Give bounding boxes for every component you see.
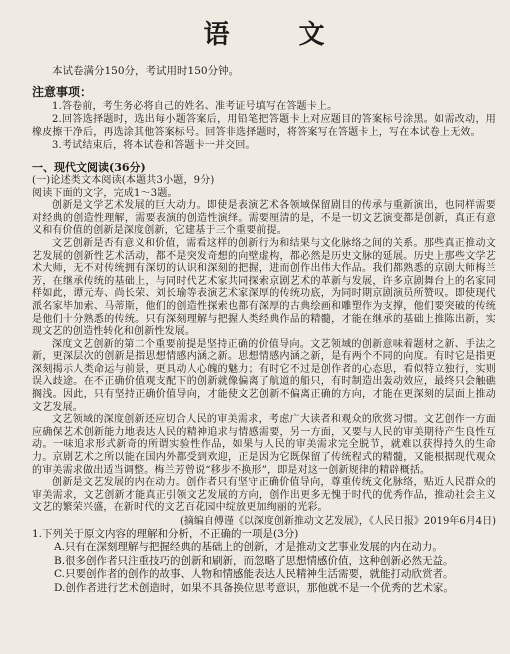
passage-paragraph-1: 创新是文学艺术发展的巨大动力。即使是表演艺术各领域保留剧目的传承与重新演出，也同样需要对经典的创造性理解，需要表演的创造性演绎。需要厘清的是，不是一切文艺演变都是创新，真正有意义和有价值的创新是深度创新，它建基于三个重要前提。 [32, 200, 496, 237]
option-c: C.只要创作者的创作的故事、人物和情感能表达人民精神生活需要，就能打动欣赏者。 [54, 568, 454, 581]
notice-item-3: 3.考试结束后，将本试卷和答题卡一并交回。 [52, 140, 256, 152]
passage-paragraph-4: 文艺领域的深度创新还应切合人民的审美需求，考虑广大读者和观众的欣赏习惯。文艺创作一方面应确保艺术创新能力地表达人民的精神追求与情感需要，另一方面，又要与人民的审美期待产生良性互动。一味追求形式新奇的所谓实验性作品，如果与人民的审美需求完全脱节，就难以获得持久的生命力。京剧艺术之所以能在国内外都受到欢迎，正是因为它既保留了传统程式的精髓，又能根据现代观众的审美需求做出适当调整。梅兰芳曾说“移步不换形”，即是对这一创新规律的精辟概括。 [32, 414, 496, 476]
option-d: D.创作者进行艺术创造时，如果不具备换位思考意识，那他就不是一个优秀的艺术家。 [54, 581, 454, 594]
exam-info: 本试卷满分150分，考试用时150分钟。 [52, 65, 240, 77]
section-sub-heading: (一)论述类文本阅读(本题共3小题，9分) [32, 174, 215, 186]
page-title: 语 文 [203, 20, 355, 50]
section-heading: 一、现代文阅读(36分) [32, 160, 146, 174]
passage-paragraph-3: 深度文艺创新的第二个重要前提是坚持正确的价值导向。文艺领域的创新意味着题材之新、手法之新，更深层次的创新是指思想情感内涵之新。思想情感内涵之新，是有两个不同的向度。有时它是指更深刻揭示人类命运与前景，更具动人心魄的魅力；有时它不过是创作者的心态思，看似特立独行，实则误入歧途。在不正确价值观支配下的创新就像偏离了航道的船只，有时制造出轰动效应，最终只会触礁搁浅。因此，只有坚持正确价值导向，才能使文艺创新不偏离正确的方向，才能在更深刻的层面上推动文艺发展。 [32, 338, 496, 413]
notice-item-2: 2.回答选择题时，选出每小题答案后，用铅笔把答题卡上对应题目的答案标号涂黑。如需改动，用橡皮擦干净后，再选涂其他答案标号。回答非选择题时，将答案写在答题卡上，写在本试卷上无效。 [32, 114, 496, 138]
passage-source: (摘编自傅谨《以深度创新推动文艺发展》，《人民日报》2019年6月4日) [180, 516, 496, 527]
passage-paragraph-2: 文艺创新是否有意义和价值，需看这样的创新行为和结果与文化脉络之间的关系。那些真正推动文艺发展的创新性艺术活动，都不是突发奇想的向壁虚构，都必然是历史文脉的延展。历史上那些文学艺术大师，无不对传统拥有深切的认识和深刻的把握，进而创作出伟大作品。我们都熟悉的京剧大师梅兰芳，在继承传统的基础上，与同时代艺术家共同探索京剧艺术的革新与发展，许多京剧舞台上的名家同样如此，谭元寿、尚长荣、刘长瑜等表演艺术家深厚的传统功底，为同时期京剧演员所赞叹。即使现代派名家毕加索、马蒂斯，他们的创造性探索也都有深厚的古典绘画和雕塑作为支撑，他们要突破的传统是他们十分熟悉的传统。只有深刻理解与把握人类经典作品的精髓，才能在继承的基础上推陈出新，实现文艺的创造性转化和创新性发展。 [32, 237, 496, 338]
section-instruction: 阅读下面的文字，完成1～3题。 [32, 187, 178, 199]
notice-item-1: 1.答卷前，考生务必将自己的姓名、准考证号填写在答题卡上。 [52, 100, 338, 112]
notice-heading: 注意事项： [32, 84, 93, 99]
question-stem: 1.下列关于原文内容的理解和分析，不正确的一项是(3分) [32, 528, 299, 540]
option-b: B.很多创作者只注重技巧的创新和刷新，而忽略了思想情感价值，这种创新必然无益。 [54, 554, 454, 567]
option-a: A.只有在深刻理解与把握经典的基础上的创新，才是推动文艺事业发展的内在动力。 [54, 541, 443, 554]
passage-paragraph-5: 创新是文艺发展的内在动力。创作者只有坚守正确价值导向，尊重传统文化脉络，贴近人民群众的审美需求，文艺创新才能真正引领文艺发展的方向，创作出更多无愧于时代的优秀作品，推动社会主义文艺的繁荣兴盛，在新时代的文艺百花园中绽放更加绚丽的光彩。 [32, 477, 496, 514]
